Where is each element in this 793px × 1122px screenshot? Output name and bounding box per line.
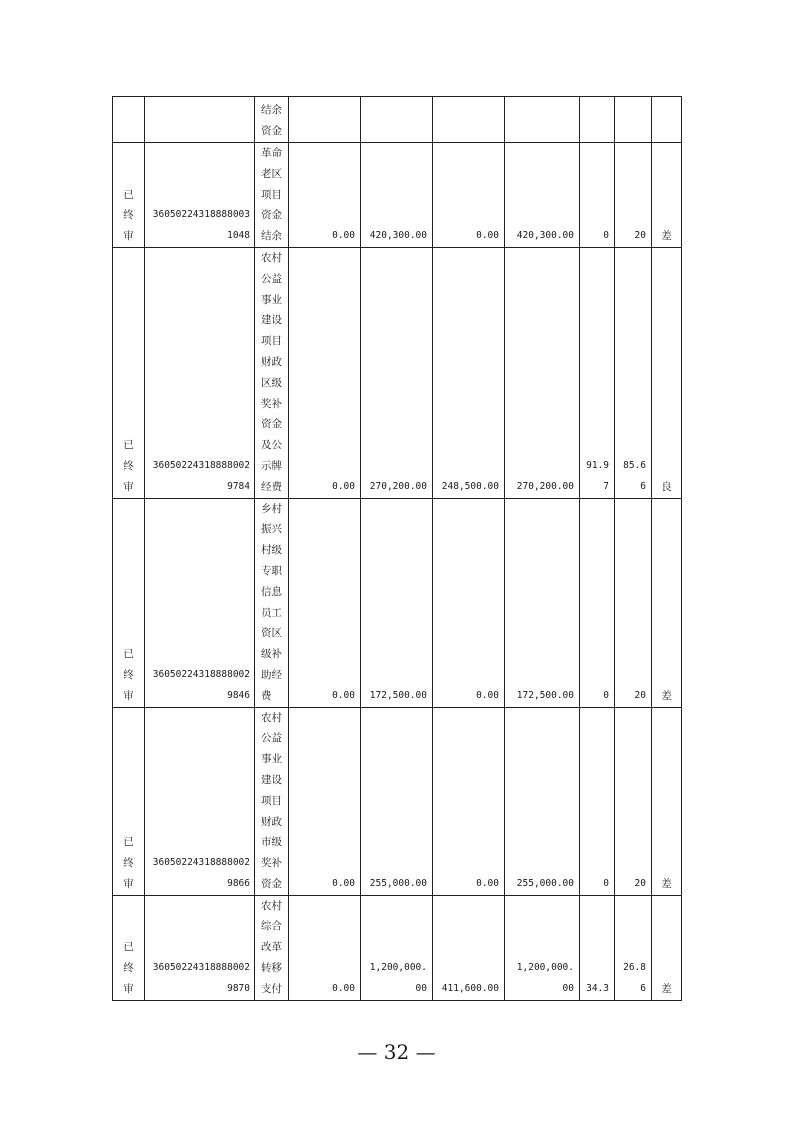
table-row bbox=[113, 498, 682, 707]
cell-text-line: 信息 bbox=[261, 585, 282, 598]
score-cell-1 bbox=[580, 707, 615, 895]
project-name-cell bbox=[255, 247, 289, 498]
cell-text-line: 终 bbox=[123, 459, 134, 472]
cell-text-line: 20 bbox=[634, 877, 646, 889]
amount-cell-1 bbox=[289, 143, 361, 248]
cell-text-line: 0 bbox=[603, 877, 609, 889]
project-name-cell bbox=[255, 97, 289, 143]
table-row bbox=[113, 97, 682, 143]
cell-text-line: 1,200,000. bbox=[369, 962, 427, 974]
cell-text-line: 34.3 bbox=[586, 982, 609, 994]
table-body bbox=[113, 97, 682, 1001]
cell-text-line: 终 bbox=[123, 209, 134, 222]
cell-text-line: 00 bbox=[415, 982, 427, 994]
cell-text-line: 乡村 bbox=[261, 502, 282, 515]
cell-text-line: 20 bbox=[634, 689, 646, 701]
cell-text-line: 结余 bbox=[261, 104, 282, 117]
grade-cell bbox=[652, 247, 682, 498]
amount-cell-1 bbox=[289, 895, 361, 1000]
cell-text-line: 区级 bbox=[261, 376, 282, 389]
amount-cell-4 bbox=[505, 143, 580, 248]
status-cell bbox=[113, 895, 145, 1000]
amount-cell-3 bbox=[433, 498, 505, 707]
cell-text-line: 审 bbox=[123, 689, 134, 702]
cell-text-line: 专职 bbox=[261, 564, 282, 577]
cell-text-line: 革命 bbox=[261, 147, 282, 159]
cell-text-line: 良 bbox=[661, 480, 672, 493]
cell-text-line: 资区 bbox=[261, 627, 282, 640]
score-cell-1 bbox=[580, 97, 615, 143]
cell-text-line: 综合 bbox=[261, 920, 282, 933]
amount-cell-2 bbox=[361, 707, 433, 895]
amount-cell-4 bbox=[505, 707, 580, 895]
cell-text-line: 及公 bbox=[261, 439, 282, 452]
cell-text-line: 建设 bbox=[261, 773, 282, 786]
cell-text-line: 建设 bbox=[261, 314, 282, 327]
cell-text-line: 员工 bbox=[261, 606, 282, 619]
cell-text-line: 改革 bbox=[261, 941, 282, 954]
cell-text-line: 差 bbox=[661, 982, 672, 995]
cell-text-line: 资金 bbox=[261, 125, 282, 138]
cell-text-line: 振兴 bbox=[261, 523, 282, 536]
cell-text-line: 已 bbox=[123, 836, 134, 849]
project-code-cell bbox=[145, 895, 255, 1000]
amount-cell-4 bbox=[505, 97, 580, 143]
cell-text-line: 9846 bbox=[227, 689, 250, 701]
cell-text-line: 示牌 bbox=[261, 459, 282, 472]
cell-text-line: 市级 bbox=[261, 836, 282, 849]
cell-text-line: 26.8 bbox=[623, 962, 646, 974]
cell-text-line: 审 bbox=[123, 230, 134, 243]
cell-text-line: 审 bbox=[123, 480, 134, 493]
cell-text-line: 0.00 bbox=[476, 689, 499, 701]
cell-text-line: 财政 bbox=[261, 815, 282, 828]
cell-text-line: 农村 bbox=[261, 899, 282, 912]
amount-cell-4 bbox=[505, 895, 580, 1000]
cell-text-line: 270,200.00 bbox=[369, 480, 427, 492]
cell-text-line: 172,500.00 bbox=[516, 689, 574, 701]
table-row bbox=[113, 895, 682, 1000]
cell-text-line: 财政 bbox=[261, 355, 282, 368]
cell-text-line: 0.00 bbox=[476, 230, 499, 242]
grade-cell bbox=[652, 498, 682, 707]
cell-text-line: 36050224318888003 bbox=[152, 209, 250, 221]
cell-text-line: 248,500.00 bbox=[441, 480, 499, 492]
table-row bbox=[113, 143, 682, 248]
amount-cell-3 bbox=[433, 143, 505, 248]
amount-cell-2 bbox=[361, 895, 433, 1000]
cell-text-line: 0.00 bbox=[476, 877, 499, 889]
amount-cell-1 bbox=[289, 498, 361, 707]
cell-text-line: 支付 bbox=[261, 982, 282, 995]
cell-text-line: 奖补 bbox=[261, 397, 282, 410]
cell-text-line: 公益 bbox=[261, 732, 282, 745]
cell-text-line: 20 bbox=[634, 230, 646, 242]
cell-text-line: 已 bbox=[123, 648, 134, 661]
project-name-cell bbox=[255, 707, 289, 895]
cell-text-line: 36050224318888002 bbox=[152, 459, 250, 471]
cell-text-line: 项目 bbox=[261, 335, 282, 348]
project-name-cell bbox=[255, 143, 289, 248]
cell-text-line: 已 bbox=[123, 188, 134, 201]
project-table bbox=[112, 96, 682, 1001]
amount-cell-3 bbox=[433, 707, 505, 895]
cell-text-line: 资金 bbox=[261, 877, 282, 890]
project-code-cell bbox=[145, 498, 255, 707]
cell-text-line: 老区 bbox=[261, 167, 282, 180]
cell-text-line: 0.00 bbox=[332, 689, 355, 701]
cell-text-line: 终 bbox=[123, 962, 134, 975]
score-cell-1 bbox=[580, 895, 615, 1000]
amount-cell-2 bbox=[361, 247, 433, 498]
cell-text-line: 255,000.00 bbox=[516, 877, 574, 889]
amount-cell-1 bbox=[289, 247, 361, 498]
project-code-cell bbox=[145, 707, 255, 895]
project-code-cell bbox=[145, 97, 255, 143]
cell-text-line: 奖补 bbox=[261, 857, 282, 870]
cell-text-line: 172,500.00 bbox=[369, 689, 427, 701]
cell-text-line: 结余 bbox=[261, 230, 282, 243]
cell-text-line: 已 bbox=[123, 941, 134, 954]
amount-cell-3 bbox=[433, 895, 505, 1000]
status-cell bbox=[113, 143, 145, 248]
score-cell-2 bbox=[615, 97, 652, 143]
score-cell-2 bbox=[615, 498, 652, 707]
score-cell-2 bbox=[615, 247, 652, 498]
cell-text-line: 差 bbox=[661, 877, 672, 890]
cell-text-line: 36050224318888002 bbox=[152, 857, 250, 869]
cell-text-line: 270,200.00 bbox=[516, 480, 574, 492]
cell-text-line: 9784 bbox=[227, 480, 250, 492]
cell-text-line: 审 bbox=[123, 982, 134, 995]
cell-text-line: 9866 bbox=[227, 877, 250, 889]
amount-cell-2 bbox=[361, 498, 433, 707]
cell-text-line: 36050224318888002 bbox=[152, 668, 250, 680]
amount-cell-3 bbox=[433, 247, 505, 498]
cell-text-line: 420,300.00 bbox=[369, 230, 427, 242]
amount-cell-1 bbox=[289, 97, 361, 143]
cell-text-line: 审 bbox=[123, 877, 134, 890]
amount-cell-3 bbox=[433, 97, 505, 143]
page-number: — 32 — bbox=[357, 1040, 436, 1064]
table-row bbox=[113, 247, 682, 498]
cell-text-line: 411,600.00 bbox=[441, 982, 499, 994]
cell-text-line: 项目 bbox=[261, 794, 282, 807]
score-cell-1 bbox=[580, 247, 615, 498]
cell-text-line: 项目 bbox=[261, 188, 282, 201]
project-code-cell bbox=[145, 143, 255, 248]
cell-text-line: 0.00 bbox=[332, 982, 355, 994]
cell-text-line: 级补 bbox=[261, 648, 282, 661]
cell-text-line: 7 bbox=[603, 480, 609, 492]
cell-text-line: 已 bbox=[123, 439, 134, 452]
cell-text-line: 事业 bbox=[261, 293, 282, 306]
cell-text-line: 420,300.00 bbox=[516, 230, 574, 242]
score-cell-2 bbox=[615, 707, 652, 895]
amount-cell-2 bbox=[361, 97, 433, 143]
cell-text-line: 农村 bbox=[261, 711, 282, 724]
cell-text-line: 9870 bbox=[227, 982, 250, 994]
score-cell-1 bbox=[580, 498, 615, 707]
cell-text-line: 255,000.00 bbox=[369, 877, 427, 889]
project-code-cell bbox=[145, 247, 255, 498]
cell-text-line: 85.6 bbox=[623, 459, 646, 471]
amount-cell-2 bbox=[361, 143, 433, 248]
amount-cell-4 bbox=[505, 247, 580, 498]
cell-text-line: 农村 bbox=[261, 251, 282, 264]
cell-text-line: 公益 bbox=[261, 272, 282, 285]
cell-text-line: 终 bbox=[123, 857, 134, 870]
grade-cell bbox=[652, 895, 682, 1000]
status-cell bbox=[113, 97, 145, 143]
cell-text-line: 0.00 bbox=[332, 480, 355, 492]
cell-text-line: 00 bbox=[562, 982, 574, 994]
cell-text-line: 村级 bbox=[261, 544, 282, 557]
cell-text-line: 经费 bbox=[261, 480, 282, 493]
cell-text-line: 终 bbox=[123, 668, 134, 681]
score-cell-2 bbox=[615, 143, 652, 248]
project-name-cell bbox=[255, 895, 289, 1000]
amount-cell-1 bbox=[289, 707, 361, 895]
cell-text-line: 1,200,000. bbox=[516, 962, 574, 974]
cell-text-line: 0 bbox=[603, 230, 609, 242]
cell-text-line: 0.00 bbox=[332, 877, 355, 889]
cell-text-line: 费 bbox=[261, 689, 272, 702]
amount-cell-4 bbox=[505, 498, 580, 707]
cell-text-line: 事业 bbox=[261, 753, 282, 766]
cell-text-line: 6 bbox=[640, 480, 646, 492]
cell-text-line: 0.00 bbox=[332, 230, 355, 242]
cell-text-line: 6 bbox=[640, 982, 646, 994]
cell-text-line: 差 bbox=[661, 230, 672, 243]
status-cell bbox=[113, 498, 145, 707]
table-row bbox=[113, 707, 682, 895]
grade-cell bbox=[652, 707, 682, 895]
cell-text-line: 91.9 bbox=[586, 459, 609, 471]
grade-cell bbox=[652, 143, 682, 248]
cell-text-line: 差 bbox=[661, 689, 672, 702]
grade-cell bbox=[652, 97, 682, 143]
score-cell-2 bbox=[615, 895, 652, 1000]
cell-text-line: 资金 bbox=[261, 209, 282, 222]
cell-text-line: 36050224318888002 bbox=[152, 962, 250, 974]
project-name-cell bbox=[255, 498, 289, 707]
status-cell bbox=[113, 707, 145, 895]
score-cell-1 bbox=[580, 143, 615, 248]
cell-text-line: 助经 bbox=[261, 668, 282, 681]
cell-text-line: 0 bbox=[603, 689, 609, 701]
cell-text-line: 资金 bbox=[261, 418, 282, 431]
cell-text-line: 1048 bbox=[227, 230, 250, 242]
status-cell bbox=[113, 247, 145, 498]
cell-text-line: 转移 bbox=[261, 962, 282, 975]
